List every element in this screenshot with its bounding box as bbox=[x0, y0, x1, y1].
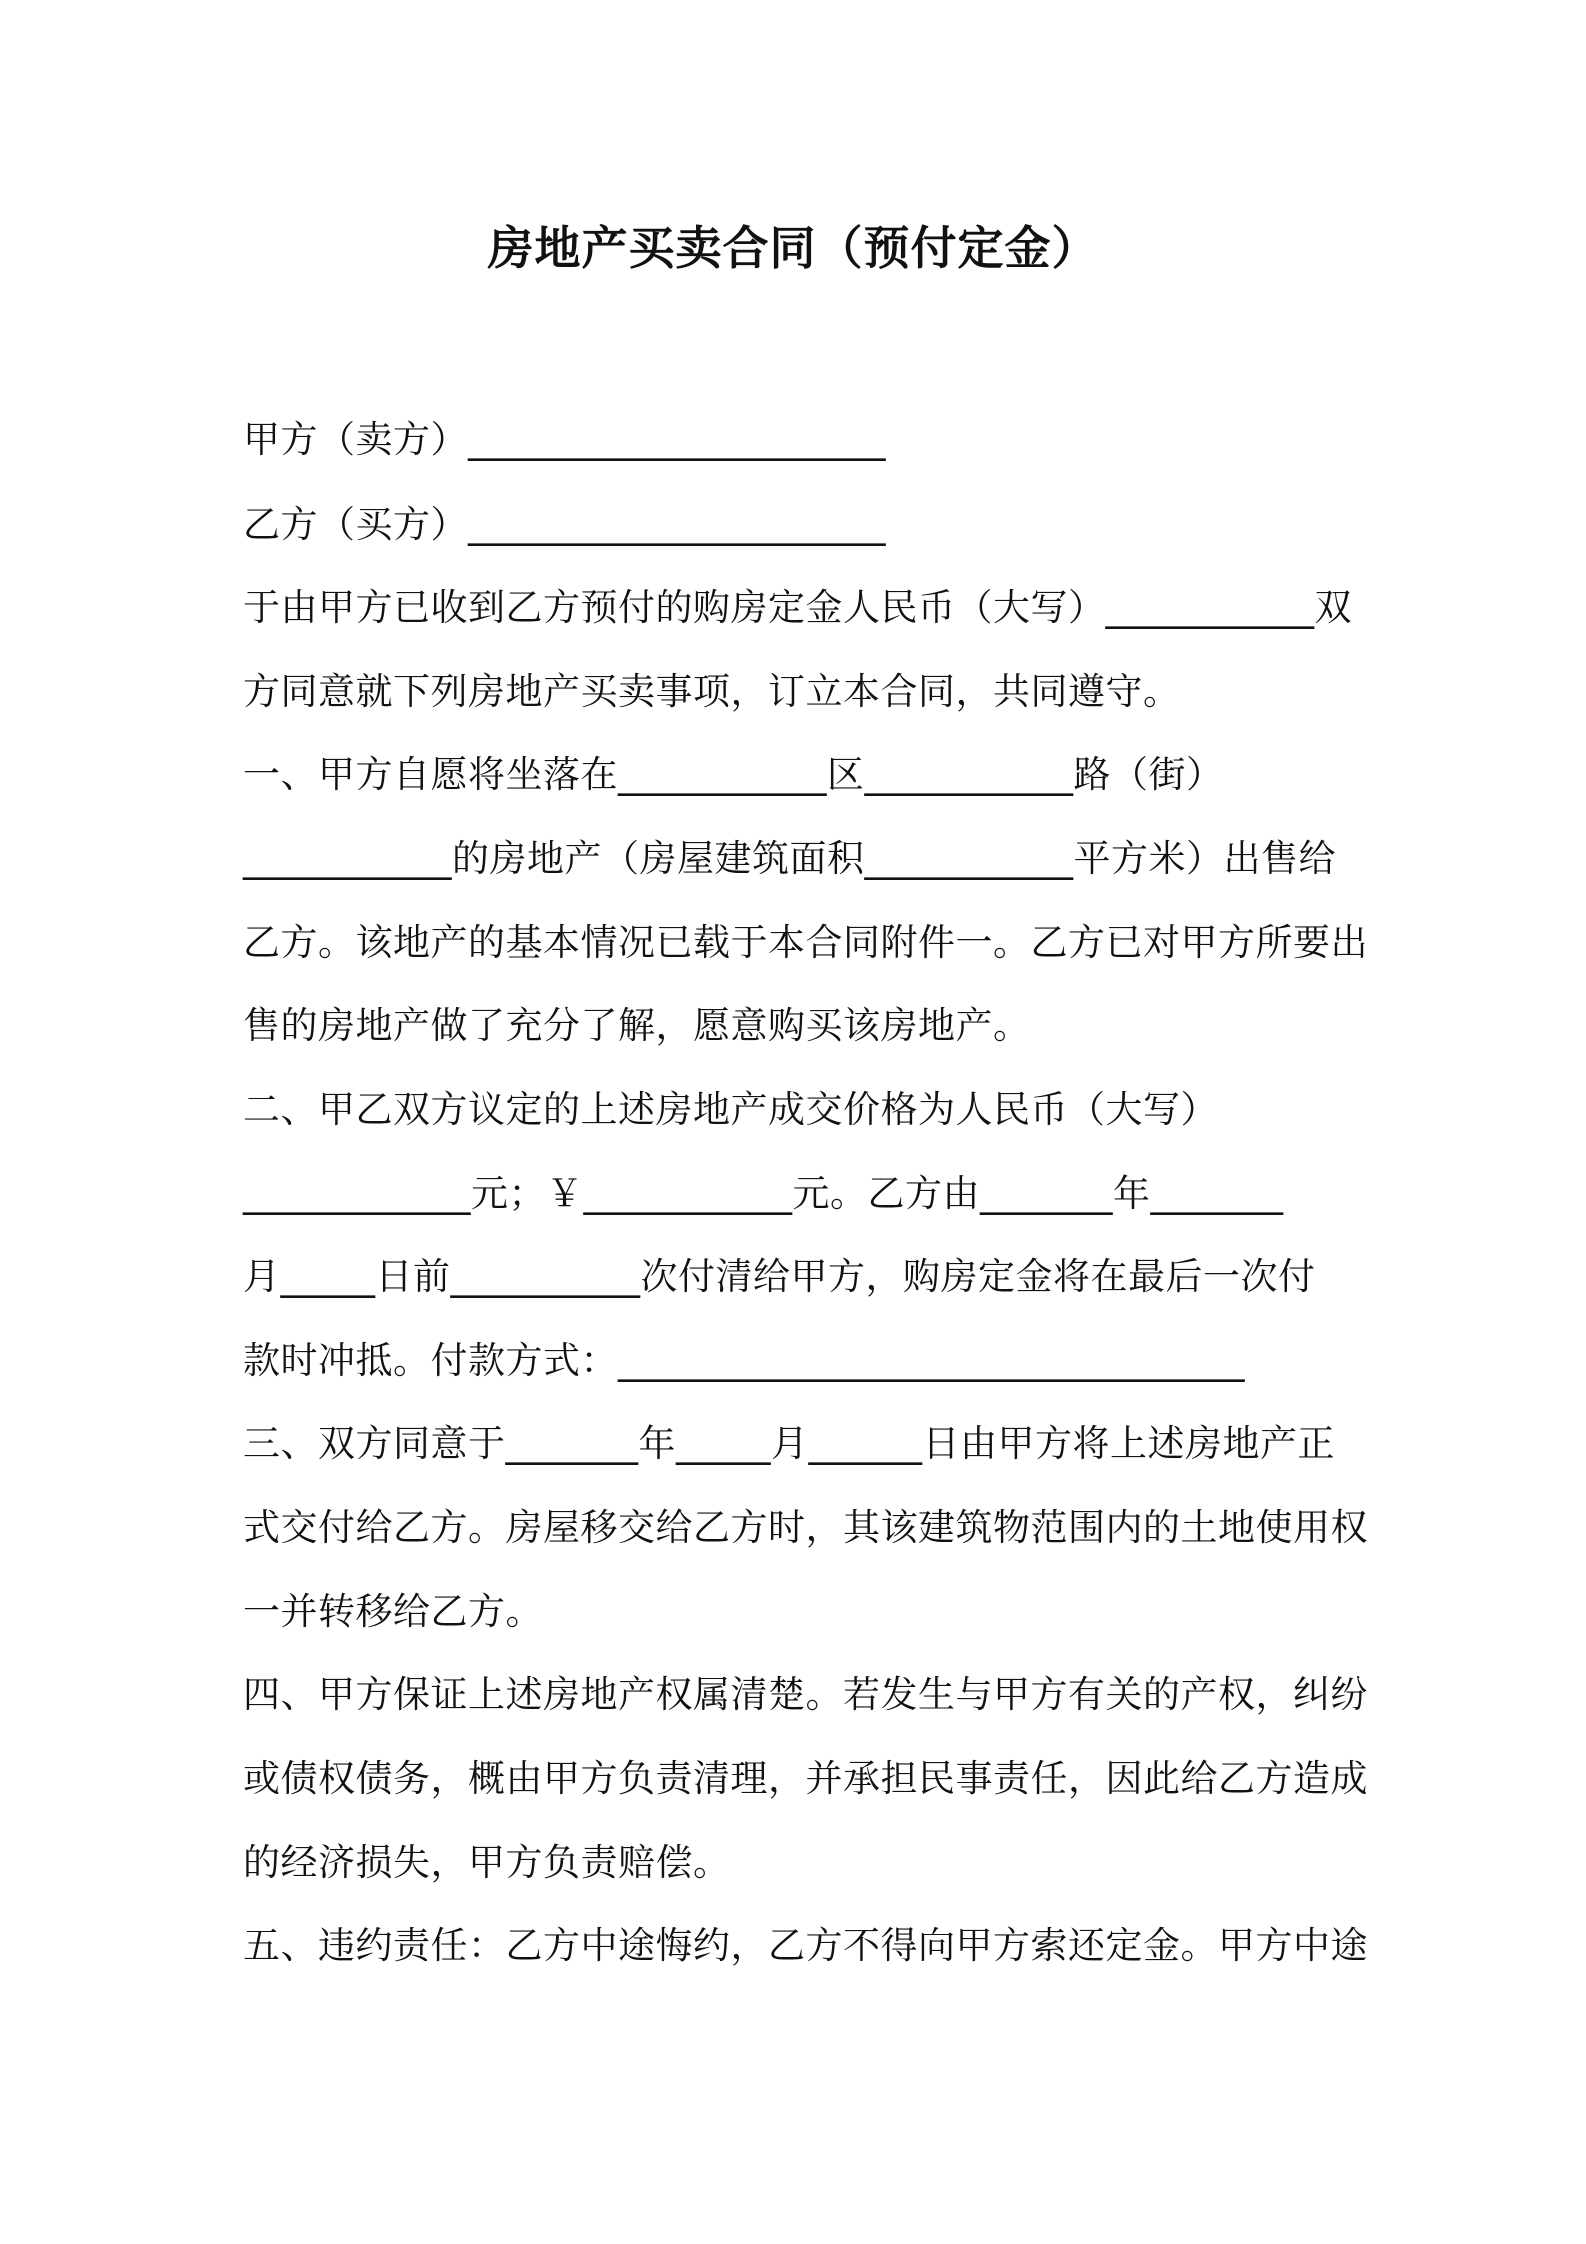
clause-3-line-3: 一并转移给乙方。 bbox=[243, 1590, 543, 1633]
clause-2-line-3: 月_____日前__________次付清给甲方，购房定金将在最后一次付 bbox=[243, 1255, 1316, 1298]
clause-1-line-2: ___________的房地产（房屋建筑面积___________平方米）出售给 bbox=[243, 837, 1336, 880]
party-a-line: 甲方（卖方）______________________ bbox=[243, 418, 886, 461]
intro-line-2: 方同意就下列房地产买卖事项，订立本合同，共同遵守。 bbox=[243, 670, 1181, 713]
clause-3-line-1: 三、双方同意于_______年_____月______日由甲方将上述房地产正 bbox=[243, 1422, 1335, 1465]
clause-4-line-1: 四、甲方保证上述房地产权属清楚。若发生与甲方有关的产权，纠纷 bbox=[243, 1673, 1368, 1716]
clause-2-line-4: 款时冲抵。付款方式：_________________________________ bbox=[243, 1339, 1245, 1382]
intro-line-1: 于由甲方已收到乙方预付的购房定金人民币（大写）___________双 bbox=[243, 586, 1352, 629]
clause-2-line-1: 二、甲乙双方议定的上述房地产成交价格为人民币（大写） bbox=[243, 1088, 1218, 1131]
clause-1-line-1: 一、甲方自愿将坐落在___________区___________路（街） bbox=[243, 753, 1224, 796]
party-b-line: 乙方（买方）______________________ bbox=[243, 503, 886, 546]
clause-1-line-4: 售的房地产做了充分了解，愿意购买该房地产。 bbox=[243, 1004, 1031, 1047]
clause-4-line-3: 的经济损失，甲方负责赔偿。 bbox=[243, 1841, 731, 1884]
clause-3-line-2: 式交付给乙方。房屋移交给乙方时，其该建筑物范围内的土地使用权 bbox=[243, 1506, 1368, 1549]
document-title: 房地产买卖合同（预付定金） bbox=[487, 221, 1099, 275]
clause-2-line-2: ____________元；￥___________元。乙方由_______年_______ bbox=[243, 1172, 1284, 1215]
clause-1-line-3: 乙方。该地产的基本情况已载于本合同附件一。乙方已对甲方所要出 bbox=[243, 921, 1368, 964]
clause-4-line-2: 或债权债务，概由甲方负责清理，并承担民事责任，因此给乙方造成 bbox=[243, 1757, 1368, 1800]
clause-5-line-1: 五、违约责任：乙方中途悔约，乙方不得向甲方索还定金。甲方中途 bbox=[243, 1924, 1368, 1967]
